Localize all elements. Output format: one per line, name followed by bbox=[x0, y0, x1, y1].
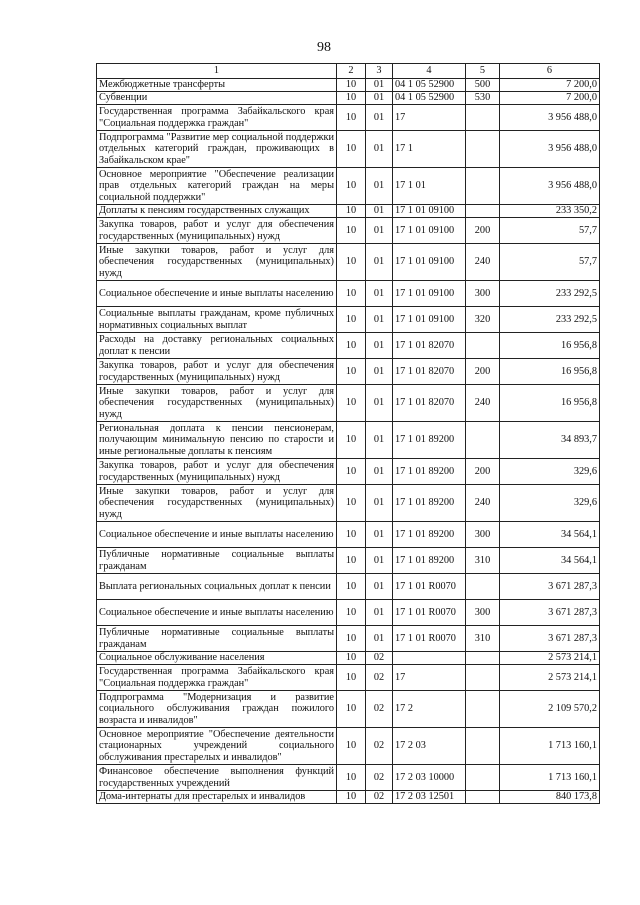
target-article-code: 04 1 05 52900 bbox=[393, 92, 466, 105]
target-article-code: 17 1 01 09100 bbox=[393, 205, 466, 218]
amount: 233 292,5 bbox=[500, 307, 600, 333]
section-code: 10 bbox=[337, 791, 366, 804]
section-code: 10 bbox=[337, 105, 366, 131]
section-code: 10 bbox=[337, 359, 366, 385]
expense-type-code bbox=[466, 333, 500, 359]
item-name: Закупка товаров, работ и услуг для обеспечения государственных (муниципальных) нужд bbox=[97, 218, 337, 244]
item-name: Дома-интернаты для престарелых и инвалидов bbox=[97, 791, 337, 804]
target-article-code: 17 1 01 09100 bbox=[393, 244, 466, 281]
expense-type-code: 300 bbox=[466, 600, 500, 626]
table-row bbox=[97, 218, 600, 244]
target-article-code bbox=[393, 652, 466, 665]
table-row bbox=[97, 422, 600, 459]
column-header: 1 bbox=[97, 64, 337, 79]
subsection-code: 02 bbox=[366, 665, 393, 691]
table-row bbox=[97, 168, 600, 205]
expense-type-code bbox=[466, 205, 500, 218]
item-name: Публичные нормативные социальные выплаты гражданам bbox=[97, 548, 337, 574]
amount: 3 671 287,3 bbox=[500, 574, 600, 600]
subsection-code: 01 bbox=[366, 459, 393, 485]
target-article-code: 17 1 01 89200 bbox=[393, 459, 466, 485]
target-article-code: 17 1 01 bbox=[393, 168, 466, 205]
table-row bbox=[97, 105, 600, 131]
table-row bbox=[97, 600, 600, 626]
target-article-code: 17 1 01 89200 bbox=[393, 485, 466, 522]
table-row bbox=[97, 359, 600, 385]
expense-type-code bbox=[466, 168, 500, 205]
item-name: Закупка товаров, работ и услуг для обеспечения государственных (муниципальных) нужд bbox=[97, 459, 337, 485]
table-row bbox=[97, 307, 600, 333]
target-article-code: 17 bbox=[393, 105, 466, 131]
section-code: 10 bbox=[337, 574, 366, 600]
subsection-code: 01 bbox=[366, 600, 393, 626]
subsection-code: 01 bbox=[366, 205, 393, 218]
target-article-code: 17 1 01 09100 bbox=[393, 307, 466, 333]
amount: 840 173,8 bbox=[500, 791, 600, 804]
section-code: 10 bbox=[337, 205, 366, 218]
column-header: 5 bbox=[466, 64, 500, 79]
amount: 1 713 160,1 bbox=[500, 765, 600, 791]
item-name: Расходы на доставку региональных социальных доплат к пенсии bbox=[97, 333, 337, 359]
table-row bbox=[97, 459, 600, 485]
item-name: Иные закупки товаров, работ и услуг для обеспечения государственных (муниципальных) нужд bbox=[97, 485, 337, 522]
subsection-code: 01 bbox=[366, 548, 393, 574]
section-code: 10 bbox=[337, 728, 366, 765]
budget-table bbox=[96, 63, 600, 804]
expense-type-code: 500 bbox=[466, 79, 500, 92]
item-name: Основное мероприятие "Обеспечение деятельности стационарных учреждений социального обслуживания престарелых и инвалидов" bbox=[97, 728, 337, 765]
target-article-code: 17 1 01 R0070 bbox=[393, 626, 466, 652]
section-code: 10 bbox=[337, 522, 366, 548]
table-row bbox=[97, 281, 600, 307]
table-row bbox=[97, 385, 600, 422]
target-article-code: 17 2 03 12501 bbox=[393, 791, 466, 804]
item-name: Социальное обеспечение и иные выплаты населению bbox=[97, 522, 337, 548]
table-row bbox=[97, 333, 600, 359]
table-row bbox=[97, 765, 600, 791]
subsection-code: 01 bbox=[366, 92, 393, 105]
expense-type-code: 200 bbox=[466, 459, 500, 485]
expense-type-code bbox=[466, 691, 500, 728]
expense-type-code: 310 bbox=[466, 626, 500, 652]
section-code: 10 bbox=[337, 385, 366, 422]
subsection-code: 01 bbox=[366, 281, 393, 307]
table-row bbox=[97, 244, 600, 281]
target-article-code: 17 1 01 R0070 bbox=[393, 600, 466, 626]
column-header: 2 bbox=[337, 64, 366, 79]
amount: 7 200,0 bbox=[500, 79, 600, 92]
section-code: 10 bbox=[337, 422, 366, 459]
expense-type-code bbox=[466, 652, 500, 665]
section-code: 10 bbox=[337, 79, 366, 92]
expense-type-code bbox=[466, 791, 500, 804]
subsection-code: 01 bbox=[366, 626, 393, 652]
target-article-code: 17 2 03 bbox=[393, 728, 466, 765]
subsection-code: 02 bbox=[366, 791, 393, 804]
amount: 329,6 bbox=[500, 459, 600, 485]
table-row bbox=[97, 665, 600, 691]
amount: 57,7 bbox=[500, 244, 600, 281]
table-row bbox=[97, 728, 600, 765]
table-row bbox=[97, 652, 600, 665]
table-row bbox=[97, 92, 600, 105]
item-name: Доплаты к пенсиям государственных служащих bbox=[97, 205, 337, 218]
section-code: 10 bbox=[337, 244, 366, 281]
amount: 3 671 287,3 bbox=[500, 600, 600, 626]
section-code: 10 bbox=[337, 652, 366, 665]
expense-type-code: 300 bbox=[466, 281, 500, 307]
expense-type-code bbox=[466, 131, 500, 168]
expense-type-code bbox=[466, 728, 500, 765]
table-row bbox=[97, 691, 600, 728]
target-article-code: 17 2 bbox=[393, 691, 466, 728]
subsection-code: 01 bbox=[366, 422, 393, 459]
target-article-code: 04 1 05 52900 bbox=[393, 79, 466, 92]
column-header: 4 bbox=[393, 64, 466, 79]
subsection-code: 01 bbox=[366, 131, 393, 168]
amount: 3 671 287,3 bbox=[500, 626, 600, 652]
item-name: Иные закупки товаров, работ и услуг для обеспечения государственных (муниципальных) нужд bbox=[97, 385, 337, 422]
expense-type-code: 320 bbox=[466, 307, 500, 333]
section-code: 10 bbox=[337, 281, 366, 307]
amount: 233 292,5 bbox=[500, 281, 600, 307]
amount: 3 956 488,0 bbox=[500, 131, 600, 168]
item-name: Подпрограмма "Развитие мер социальной поддержки отдельных категорий граждан, проживающих в Забайкальском крае" bbox=[97, 131, 337, 168]
section-code: 10 bbox=[337, 626, 366, 652]
item-name: Социальные выплаты гражданам, кроме публичных нормативных социальных выплат bbox=[97, 307, 337, 333]
item-name: Выплата региональных социальных доплат к пенсии bbox=[97, 574, 337, 600]
expense-type-code: 200 bbox=[466, 359, 500, 385]
amount: 7 200,0 bbox=[500, 92, 600, 105]
subsection-code: 01 bbox=[366, 105, 393, 131]
subsection-code: 01 bbox=[366, 385, 393, 422]
column-header: 3 bbox=[366, 64, 393, 79]
item-name: Межбюджетные трансферты bbox=[97, 79, 337, 92]
page-number: 98 bbox=[317, 40, 331, 55]
target-article-code: 17 1 bbox=[393, 131, 466, 168]
table-row bbox=[97, 791, 600, 804]
item-name: Подпрограмма "Модернизация и развитие социального обслуживания граждан пожилого возраста и инвалидов" bbox=[97, 691, 337, 728]
section-code: 10 bbox=[337, 691, 366, 728]
item-name: Социальное обслуживание населения bbox=[97, 652, 337, 665]
item-name: Государственная программа Забайкальского края "Социальная поддержка граждан" bbox=[97, 105, 337, 131]
subsection-code: 01 bbox=[366, 168, 393, 205]
table-row bbox=[97, 574, 600, 600]
expense-type-code: 310 bbox=[466, 548, 500, 574]
subsection-code: 01 bbox=[366, 244, 393, 281]
table-row bbox=[97, 522, 600, 548]
header-row bbox=[97, 64, 600, 79]
section-code: 10 bbox=[337, 92, 366, 105]
subsection-code: 02 bbox=[366, 691, 393, 728]
item-name: Социальное обеспечение и иные выплаты населению bbox=[97, 600, 337, 626]
amount: 34 564,1 bbox=[500, 522, 600, 548]
section-code: 10 bbox=[337, 548, 366, 574]
section-code: 10 bbox=[337, 218, 366, 244]
amount: 2 573 214,1 bbox=[500, 665, 600, 691]
expense-type-code bbox=[466, 422, 500, 459]
subsection-code: 01 bbox=[366, 359, 393, 385]
target-article-code: 17 bbox=[393, 665, 466, 691]
item-name: Иные закупки товаров, работ и услуг для обеспечения государственных (муниципальных) нужд bbox=[97, 244, 337, 281]
expense-type-code bbox=[466, 665, 500, 691]
section-code: 10 bbox=[337, 665, 366, 691]
expense-type-code: 300 bbox=[466, 522, 500, 548]
target-article-code: 17 1 01 82070 bbox=[393, 333, 466, 359]
subsection-code: 02 bbox=[366, 728, 393, 765]
column-header: 6 bbox=[500, 64, 600, 79]
target-article-code: 17 1 01 82070 bbox=[393, 359, 466, 385]
amount: 3 956 488,0 bbox=[500, 105, 600, 131]
amount: 233 350,2 bbox=[500, 205, 600, 218]
subsection-code: 02 bbox=[366, 765, 393, 791]
section-code: 10 bbox=[337, 168, 366, 205]
amount: 34 564,1 bbox=[500, 548, 600, 574]
amount: 2 573 214,1 bbox=[500, 652, 600, 665]
item-name: Субвенции bbox=[97, 92, 337, 105]
table-row bbox=[97, 485, 600, 522]
section-code: 10 bbox=[337, 485, 366, 522]
subsection-code: 01 bbox=[366, 79, 393, 92]
amount: 329,6 bbox=[500, 485, 600, 522]
amount: 16 956,8 bbox=[500, 385, 600, 422]
item-name: Финансовое обеспечение выполнения функций государственных учреждений bbox=[97, 765, 337, 791]
item-name: Социальное обеспечение и иные выплаты населению bbox=[97, 281, 337, 307]
section-code: 10 bbox=[337, 131, 366, 168]
amount: 1 713 160,1 bbox=[500, 728, 600, 765]
amount: 57,7 bbox=[500, 218, 600, 244]
amount: 34 893,7 bbox=[500, 422, 600, 459]
amount: 16 956,8 bbox=[500, 333, 600, 359]
table-row bbox=[97, 626, 600, 652]
expense-type-code bbox=[466, 765, 500, 791]
expense-type-code: 200 bbox=[466, 218, 500, 244]
target-article-code: 17 1 01 89200 bbox=[393, 548, 466, 574]
target-article-code: 17 1 01 82070 bbox=[393, 385, 466, 422]
target-article-code: 17 1 01 89200 bbox=[393, 522, 466, 548]
table-row bbox=[97, 548, 600, 574]
amount: 16 956,8 bbox=[500, 359, 600, 385]
expense-type-code: 240 bbox=[466, 385, 500, 422]
target-article-code: 17 1 01 R0070 bbox=[393, 574, 466, 600]
item-name: Основное мероприятие "Обеспечение реализации прав отдельных категорий граждан на меры социальной поддержки" bbox=[97, 168, 337, 205]
expense-type-code bbox=[466, 574, 500, 600]
item-name: Закупка товаров, работ и услуг для обеспечения государственных (муниципальных) нужд bbox=[97, 359, 337, 385]
section-code: 10 bbox=[337, 765, 366, 791]
target-article-code: 17 2 03 10000 bbox=[393, 765, 466, 791]
target-article-code: 17 1 01 89200 bbox=[393, 422, 466, 459]
target-article-code: 17 1 01 09100 bbox=[393, 281, 466, 307]
subsection-code: 01 bbox=[366, 522, 393, 548]
subsection-code: 01 bbox=[366, 333, 393, 359]
target-article-code: 17 1 01 09100 bbox=[393, 218, 466, 244]
subsection-code: 01 bbox=[366, 307, 393, 333]
subsection-code: 01 bbox=[366, 485, 393, 522]
expense-type-code: 240 bbox=[466, 244, 500, 281]
item-name: Государственная программа Забайкальского края "Социальная поддержка граждан" bbox=[97, 665, 337, 691]
section-code: 10 bbox=[337, 333, 366, 359]
section-code: 10 bbox=[337, 307, 366, 333]
item-name: Региональная доплата к пенсии пенсионерам, получающим минимальную пенсию по старости и иные региональные доплаты к пенсиям bbox=[97, 422, 337, 459]
table-row bbox=[97, 79, 600, 92]
amount: 3 956 488,0 bbox=[500, 168, 600, 205]
expense-type-code: 530 bbox=[466, 92, 500, 105]
section-code: 10 bbox=[337, 600, 366, 626]
table-row bbox=[97, 131, 600, 168]
subsection-code: 01 bbox=[366, 218, 393, 244]
subsection-code: 01 bbox=[366, 574, 393, 600]
subsection-code: 02 bbox=[366, 652, 393, 665]
section-code: 10 bbox=[337, 459, 366, 485]
amount: 2 109 570,2 bbox=[500, 691, 600, 728]
expense-type-code: 240 bbox=[466, 485, 500, 522]
table-row bbox=[97, 205, 600, 218]
expense-type-code bbox=[466, 105, 500, 131]
item-name: Публичные нормативные социальные выплаты гражданам bbox=[97, 626, 337, 652]
